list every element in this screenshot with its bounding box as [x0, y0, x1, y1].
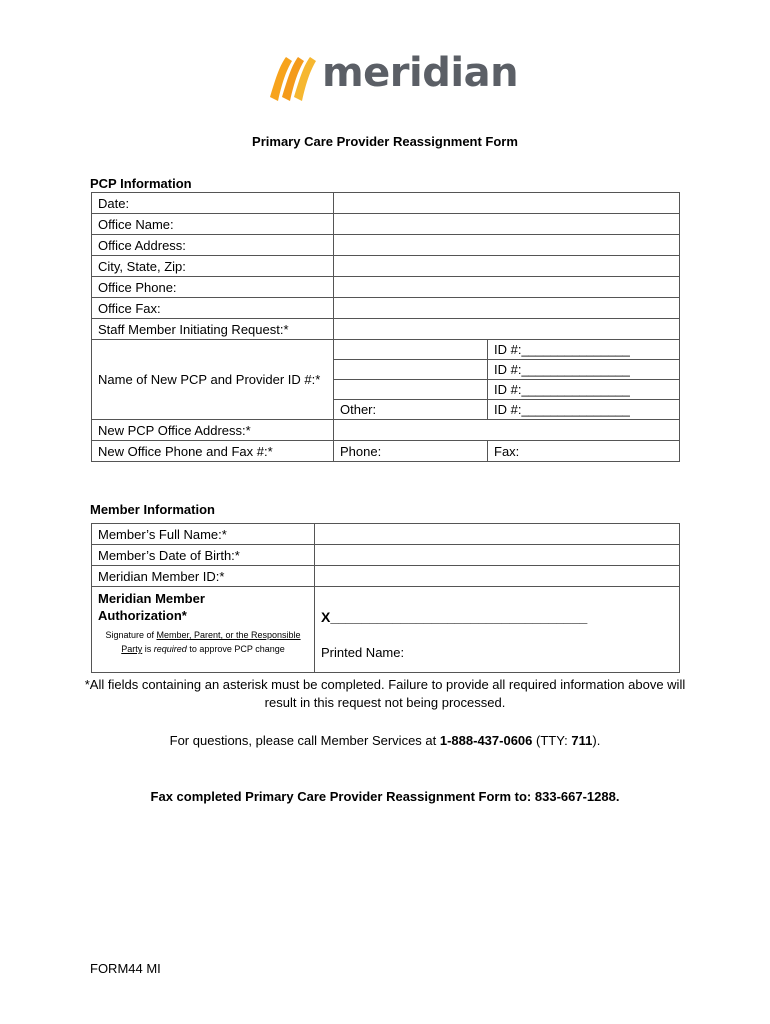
form-title: Primary Care Provider Reassignment Form: [252, 134, 518, 149]
signature-cell[interactable]: [315, 587, 680, 673]
provider-id-field-2[interactable]: ID #:_______________: [488, 360, 680, 380]
member-authorization-cell: [92, 587, 315, 673]
office-address-field[interactable]: [334, 235, 680, 256]
meridian-logo-mark-icon: [266, 47, 322, 107]
meridian-logo-text: meridian: [322, 50, 519, 96]
questions-line: [0, 733, 770, 748]
signature-line[interactable]: X_________________________________: [321, 609, 588, 625]
questions-pre: For questions, please call Member Services at: [169, 733, 440, 748]
city-state-zip-label: City, State, Zip:: [92, 256, 334, 277]
tty-number: 711: [571, 733, 593, 748]
new-pcp-name-field-3[interactable]: [334, 380, 488, 400]
new-pcp-name-field-2[interactable]: [334, 360, 488, 380]
member-full-name-field[interactable]: [315, 524, 680, 545]
auth-note-text-2: is: [142, 644, 154, 654]
new-office-phone-field[interactable]: Phone:: [334, 441, 488, 462]
provider-id-field-4[interactable]: ID #:_______________: [488, 400, 680, 420]
new-pcp-office-address-label: New PCP Office Address:*: [92, 420, 334, 441]
member-dob-label: Member’s Date of Birth:*: [92, 545, 315, 566]
member-dob-field[interactable]: [315, 545, 680, 566]
new-pcp-name-label: Name of New PCP and Provider ID #:*: [92, 340, 334, 420]
member-information-table: [91, 523, 680, 673]
pcp-information-heading: PCP Information: [90, 176, 192, 191]
office-name-label: Office Name:: [92, 214, 334, 235]
member-information-heading: Member Information: [90, 502, 215, 517]
questions-post: ).: [592, 733, 601, 748]
fax-number: 833-667-1288: [534, 789, 616, 804]
meridian-logo: [266, 47, 519, 107]
required-fields-note: *All fields containing an asterisk must be completed. Failure to provide all required information above will result in this request not being processed.: [84, 677, 686, 710]
new-pcp-name-field-1[interactable]: [334, 340, 488, 360]
member-services-phone: 1-888-437-0606: [439, 733, 533, 748]
fax-pre: Fax completed Primary Care Provider Reassignment Form to:: [150, 789, 535, 804]
office-address-label: Office Address:: [92, 235, 334, 256]
fax-post: .: [615, 789, 620, 804]
auth-note-responsible-party: Member, Parent, or the Responsible Party: [121, 630, 301, 654]
provider-id-field-3[interactable]: ID #:_______________: [488, 380, 680, 400]
other-field[interactable]: Other:: [334, 400, 488, 420]
fax-instructions: [0, 789, 770, 804]
office-fax-field[interactable]: [334, 298, 680, 319]
staff-member-label: Staff Member Initiating Request:*: [92, 319, 334, 340]
city-state-zip-field[interactable]: [334, 256, 680, 277]
new-office-phone-fax-label: New Office Phone and Fax #:*: [92, 441, 334, 462]
date-label: Date:: [92, 193, 334, 214]
auth-note-required: required: [153, 644, 187, 654]
office-fax-label: Office Fax:: [92, 298, 334, 319]
office-phone-label: Office Phone:: [92, 277, 334, 298]
member-id-label: Meridian Member ID:*: [92, 566, 315, 587]
date-field[interactable]: [334, 193, 680, 214]
auth-note-text-1: Signature of: [105, 630, 157, 640]
office-name-field[interactable]: [334, 214, 680, 235]
new-pcp-office-address-field[interactable]: [334, 420, 680, 441]
printed-name-label[interactable]: Printed Name:: [321, 645, 405, 660]
member-full-name-label: Member’s Full Name:*: [92, 524, 315, 545]
pcp-information-table: [91, 192, 680, 462]
member-id-field[interactable]: [315, 566, 680, 587]
form-footer-code: FORM44 MI: [90, 961, 161, 976]
questions-mid: (TTY:: [532, 733, 572, 748]
staff-member-field[interactable]: [334, 319, 680, 340]
member-authorization-title: Meridian Member Authorization*: [98, 591, 205, 623]
office-phone-field[interactable]: [334, 277, 680, 298]
new-office-fax-field[interactable]: Fax:: [488, 441, 680, 462]
auth-note-text-3: to approve PCP change: [186, 644, 285, 654]
member-authorization-note: [98, 628, 308, 656]
provider-id-field-1[interactable]: ID #:_______________: [488, 340, 680, 360]
